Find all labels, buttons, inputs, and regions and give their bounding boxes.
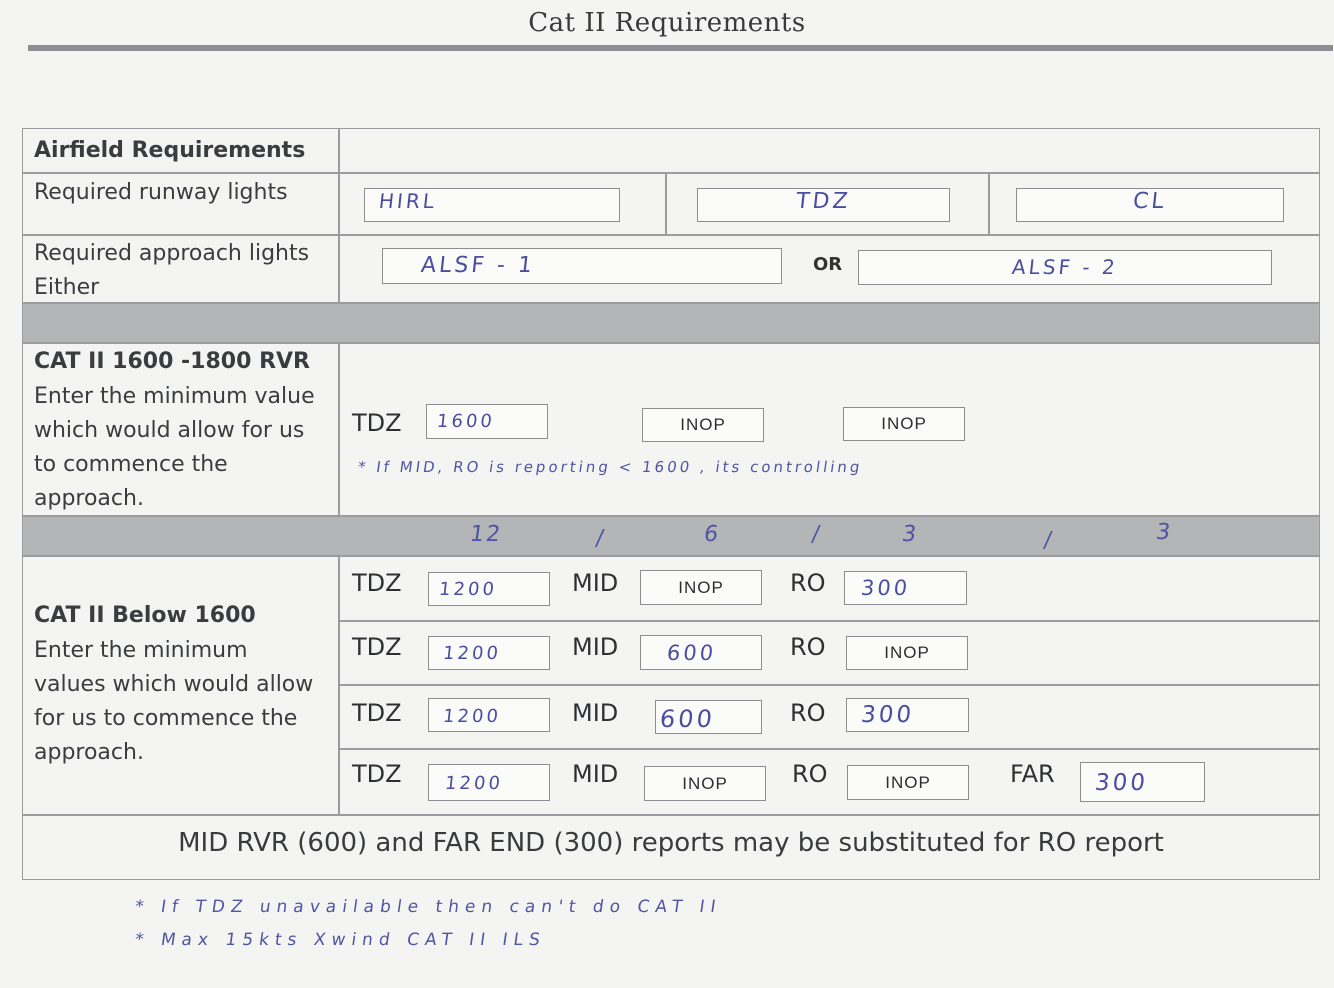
mid-value-field[interactable]: [655, 700, 762, 734]
cat2-high-heading: CAT II 1600 -1800 RVR: [34, 349, 310, 374]
mid-value-field[interactable]: INOP: [642, 408, 764, 442]
band-note: 3: [1154, 520, 1174, 545]
band-note: /: [1042, 528, 1056, 553]
ro-label: RO: [792, 760, 828, 788]
runway-light-field-2[interactable]: [697, 188, 950, 222]
row-divider: [22, 814, 1320, 816]
ro-label: RO: [790, 569, 826, 597]
row-divider: [22, 515, 1320, 517]
mid-value: 600: [665, 641, 718, 665]
tdz-value: 1200: [443, 773, 504, 794]
title-rule: [28, 45, 1333, 51]
tdz-label: TDZ: [352, 569, 402, 597]
airfield-header: Airfield Requirements: [34, 138, 306, 163]
column-divider: [988, 172, 990, 234]
tdz-value: 1600: [435, 411, 496, 432]
column-divider: [338, 128, 340, 815]
tdz-label: TDZ: [352, 633, 402, 661]
runway-light-field-1[interactable]: [364, 188, 620, 222]
cat2-high-desc-line: to commence the: [34, 452, 228, 477]
row-divider: [22, 302, 1320, 304]
far-value-field[interactable]: [1080, 762, 1205, 802]
ro-value: 300: [859, 576, 912, 600]
approach-lights-label: Required approach lights: [34, 241, 310, 266]
row-divider: [22, 172, 1320, 174]
ro-label: RO: [790, 633, 826, 661]
ro-value-field[interactable]: INOP: [846, 636, 968, 670]
footer-note: MID RVR (600) and FAR END (300) reports may be substituted for RO report: [178, 828, 1164, 858]
row-divider: [338, 684, 1320, 686]
runway-light-value: HIRL: [377, 189, 439, 213]
row-divider: [22, 234, 1320, 236]
cat2-high-desc-line: which would allow for us: [34, 418, 305, 443]
runway-light-value: CL: [1131, 189, 1169, 214]
tdz-value-field[interactable]: [428, 636, 550, 670]
band-note: 3: [900, 522, 920, 547]
cat2-high-desc-line: Enter the minimum value: [34, 384, 315, 409]
page-title: Cat II Requirements: [528, 8, 806, 38]
tdz-value-field[interactable]: [426, 404, 548, 439]
column-divider: [665, 172, 667, 234]
ro-value-field[interactable]: [846, 698, 969, 732]
ro-value: 300: [859, 702, 916, 728]
approach-or-label: OR: [813, 254, 843, 275]
mid-value-field[interactable]: INOP: [644, 766, 766, 801]
tdz-label: TDZ: [352, 409, 402, 437]
mid-label: MID: [572, 699, 619, 727]
cat2-high-desc-line: approach.: [34, 486, 144, 511]
mid-label: MID: [572, 633, 619, 661]
handwritten-note: * If TDZ unavailable then can't do CAT II: [133, 897, 723, 917]
tdz-label: TDZ: [352, 760, 402, 788]
cat2-low-desc-line: for us to commence the: [34, 706, 298, 731]
mid-label: MID: [572, 569, 619, 597]
row-divider: [22, 555, 1320, 557]
cat2-low-desc-line: values which would allow: [34, 672, 314, 697]
band-note: /: [594, 526, 608, 551]
tdz-value: 1200: [437, 579, 498, 600]
mid-value-field[interactable]: INOP: [640, 570, 762, 605]
ro-label: RO: [790, 699, 826, 727]
runway-lights-label: Required runway lights: [34, 180, 288, 205]
approach-light-value: ALSF - 1: [419, 253, 537, 278]
approach-either-label: Either: [34, 275, 100, 300]
cat2-high-handnote: * If MID, RO is reporting < 1600 , its controlling: [356, 458, 864, 476]
tdz-value-field[interactable]: [428, 764, 550, 801]
band-note: 12: [468, 522, 504, 547]
far-value: 300: [1093, 770, 1150, 796]
tdz-value: 1200: [441, 643, 502, 664]
row-divider: [22, 342, 1320, 344]
mid-value-field[interactable]: [640, 635, 762, 670]
approach-light-value: ALSF - 2: [1010, 255, 1120, 279]
mid-value: 600: [658, 705, 717, 733]
runway-light-field-3[interactable]: [1016, 188, 1284, 222]
ro-value-field[interactable]: [844, 571, 967, 605]
band-note: 6: [702, 522, 722, 547]
band-note: /: [810, 522, 824, 547]
ro-value-field[interactable]: INOP: [847, 765, 969, 800]
tdz-label: TDZ: [352, 699, 402, 727]
ro-value-field[interactable]: INOP: [843, 407, 965, 441]
cat2-low-heading: CAT II Below 1600: [34, 603, 256, 628]
approach-light-field-a[interactable]: [382, 248, 782, 284]
far-label: FAR: [1010, 760, 1055, 788]
gray-band: [23, 302, 1319, 342]
tdz-value: 1200: [441, 706, 502, 727]
handwritten-note: * Max 15kts Xwind CAT II ILS: [133, 930, 548, 950]
runway-light-value: TDZ: [794, 189, 853, 214]
cat2-low-desc-line: Enter the minimum: [34, 638, 248, 663]
approach-light-field-b[interactable]: [858, 250, 1272, 285]
row-divider: [338, 620, 1320, 622]
cat2-low-desc-line: approach.: [34, 740, 144, 765]
gray-band: [23, 515, 1319, 555]
tdz-value-field[interactable]: [428, 698, 550, 732]
tdz-value-field[interactable]: [428, 572, 550, 606]
mid-label: MID: [572, 760, 619, 788]
row-divider: [338, 748, 1320, 750]
